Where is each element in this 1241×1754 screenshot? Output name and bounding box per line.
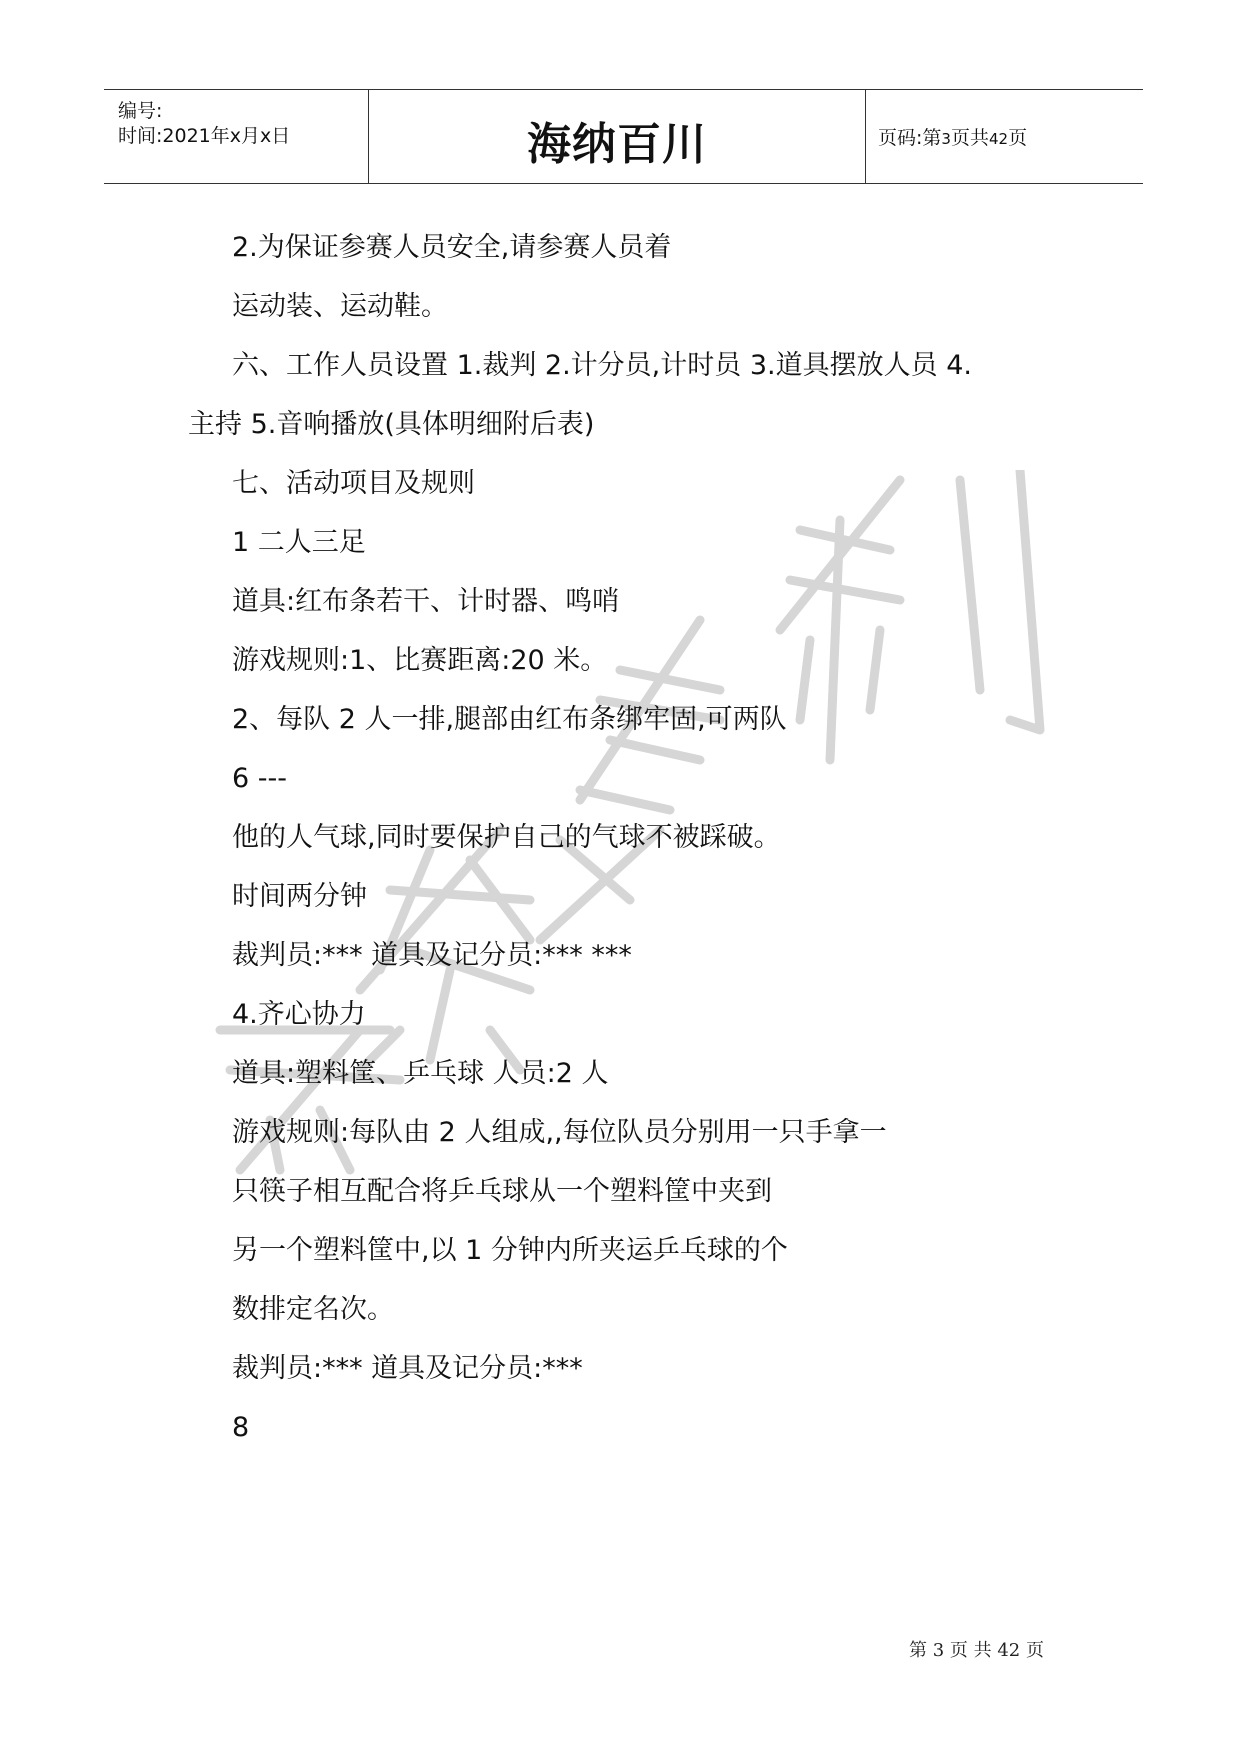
text-line: 时间两分钟 — [232, 881, 367, 912]
text-line: 六、工作人员设置 1.裁判 2.计分员,计时员 3.道具摆放人员 4. — [232, 350, 972, 381]
text-line: 道具:红布条若干、计时器、鸣哨 — [232, 586, 620, 617]
text-line: 6 --- — [232, 763, 287, 794]
text-line: 8 — [232, 1412, 250, 1443]
text-line: 数排定名次。 — [232, 1294, 394, 1325]
page-prefix: 页码:第 — [878, 127, 942, 149]
text-line: 游戏规则:每队由 2 人组成,,每位队员分别用一只手拿一 — [232, 1117, 887, 1148]
document-time-label: 时间:2021年x月x日 — [118, 125, 291, 147]
text-line: 七、活动项目及规则 — [232, 468, 475, 499]
text-line: 另一个塑料筐中,以 1 分钟内所夹运乒乓球的个 — [232, 1235, 788, 1266]
text-line: 2、每队 2 人一排,腿部由红布条绑牢固,可两队 — [232, 704, 787, 735]
page-number: 3 — [941, 130, 951, 148]
page-mid: 页共 — [950, 127, 989, 149]
brand-title: 海纳百川 — [527, 119, 707, 170]
text-line: 4.齐心协力 — [232, 999, 366, 1030]
page-suffix: 页 — [1008, 127, 1028, 149]
page-footer: 第 3 页 共 42 页 — [909, 1640, 1044, 1661]
text-line: 他的人气球,同时要保护自己的气球不被踩破。 — [232, 822, 781, 853]
text-line: 游戏规则:1、比赛距离:20 米。 — [232, 645, 608, 676]
text-line: 运动装、运动鞋。 — [232, 291, 448, 322]
document-number-label: 编号: — [118, 100, 163, 122]
text-line: 只筷子相互配合将乒乓球从一个塑料筐中夹到 — [232, 1176, 772, 1207]
text-line: 主持 5.音响播放(具体明细附后表) — [188, 409, 595, 440]
text-line: 裁判员:*** 道具及记分员:*** *** — [232, 940, 632, 971]
text-line: 1 二人三足 — [232, 527, 366, 558]
text-line: 裁判员:*** 道具及记分员:*** — [232, 1353, 583, 1384]
page-total: 42 — [988, 130, 1009, 148]
text-line: 2.为保证参赛人员安全,请参赛人员着 — [232, 232, 672, 263]
text-line: 道具:塑料筐、乒乓球 人员:2 人 — [232, 1058, 609, 1089]
